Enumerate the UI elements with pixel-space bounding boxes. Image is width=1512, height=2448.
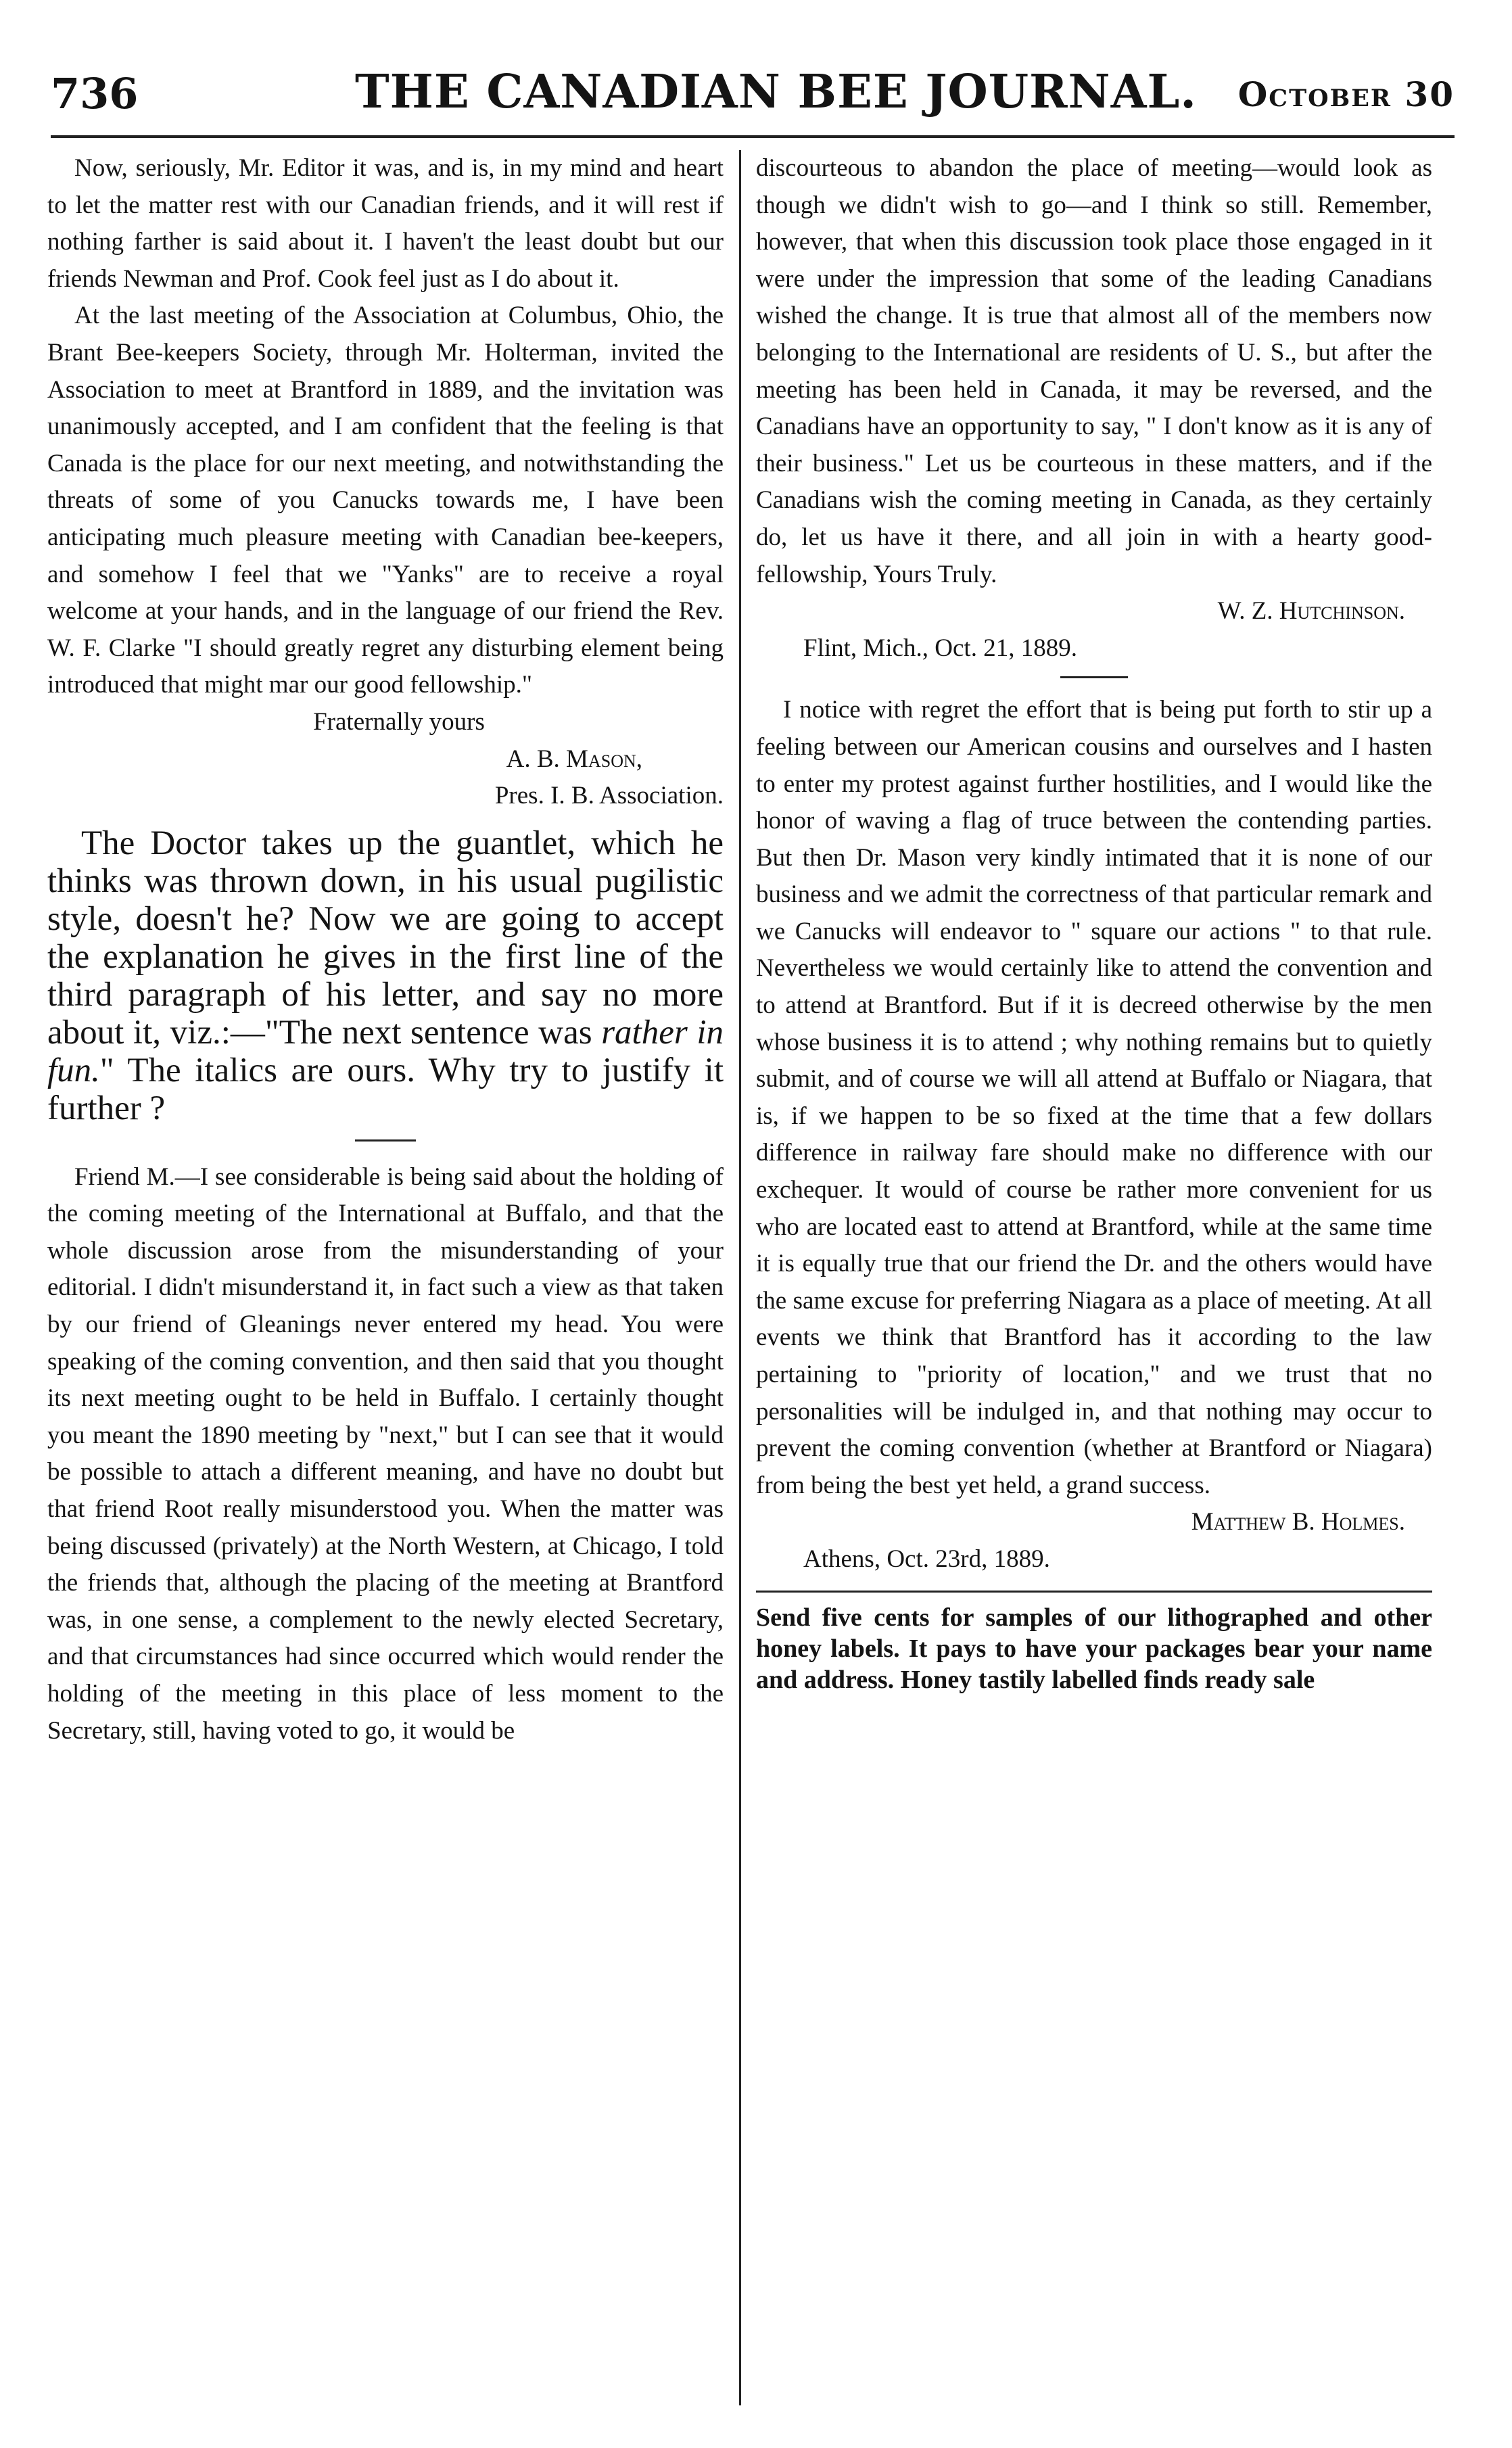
mason-letter-paragraph-2: At the last meeting of the Association at Columbus, Ohio, the Brant Bee-keepers Society, through Mr. Holterman, invited the Association to meet at Brantford in 1889, and the invitation was unanimously accepted, and I am confident that the feeling is that Canada is the place for our next meeting, and notwithstanding the threats of some of you Canucks towards me, I have been anticipating much pleasure meeting with Canadian bee-keepers, and somehow I feel that we "Yanks" are to receive a royal welcome at your hands, and in the language of our friend the Rev. W. F. Clarke "I should greatly regret any disturbing element being introduced that might mar our good fellowship." bbox=[47, 302, 724, 699]
signoff: Fraternally yours bbox=[313, 707, 485, 736]
hutchinson-letter-paragraph-1: Friend M.—I see considerable is being said about the holding of the coming meeting of the International at Buffalo, and that the whole discussion arose from the misunderstanding of your editorial. I didn't misunderstand it, in fact such a view as that taken by our friend of Gleanings never entered my head. You were speaking of the coming convention, and then said that you thought its next meeting ought to be held in Buffalo. I certainly thought you meant the 1890 meeting by "next," but I can see that it would be possible to attach a different meaning, and have no doubt but that friend Root really misunderstood you. When the matter was being discussed (privately) at the North Western, at Chicago, I told the friends that, although the placing of the meeting at Brantford was, in one sense, a complement to the newly elected Secretary, and that circumstances had since occurred which would render the holding of the meeting in this place of less moment to the Secretary, still, having voted to go, it would be bbox=[47, 1162, 724, 1745]
hutchinson-letter-continued: discourteous to abandon the place of meeting—would look as though we didn't wish to go—and I think so still. Remember, however, that when this discussion took place those engaged in it were under the impression that some of the leading Canadians wished the change. It is true that almost all of the members now belonging to the International are residents of U. S., but after the meeting has been held in Canada, it may be reversed, and the Canadians have an opportunity to say, " I don't know as it is any of their business." Let us be courteous in these matters, and if the Canadians wish the coming meeting in Canada, as they certainly do, let us have it there, and all join in with a hearty good-fellowship, Yours Truly. bbox=[756, 154, 1432, 588]
honey-labels-advertisement: Send five cents for samples of our lithographed and other honey labels. It pays to have your packages bear your name and address. Honey tastily labelled finds ready sale bbox=[756, 1603, 1432, 1694]
holmes-letter-paragraph: I notice with regret the effort that is being put forth to stir up a feeling between our American cousins and ourselves and I hasten to enter my protest against further hostilities, and I would like the honor of waving a flag of truce between the contending parties. But then Dr. Mason very kindly intimated that it is none of our business and we admit the correctness of that particular remark and we Canucks will endeavor to " square our actions " to that rule. Nevertheless we would certainly like to attend the convention and to attend at Brantford. But if it is decreed otherwise by the men whose business it is to attend ; why nothing remains but to quietly submit, and of course we will all attend at Buffalo or Niagara, that is, if we happen to be so fixed at the time that a few dollars difference in railway fare should make no difference with our exchequer. It would of course be rather more convenient for us who are located east to attend at Brantford, while at the same time it is equally true that our friend the Dr. and the others would have the same excuse for preferring Niagara as a place of meeting. At all events we think that Brantford has it according to the law pertaining to "priority of location," and we trust that no personalities will be indulged in, and that nothing may occur to prevent the coming convention (whether at Brantford or Niagara) from being the best yet held, a grand success. bbox=[756, 696, 1432, 1499]
byline-holmes: Matthew B. Holmes. bbox=[1191, 1508, 1405, 1536]
section-divider bbox=[1060, 676, 1128, 678]
editor-note bbox=[47, 824, 724, 1127]
dateline-athens: Athens, Oct. 23rd, 1889. bbox=[803, 1545, 1050, 1573]
right-column bbox=[756, 150, 1432, 2416]
editor-note-text: The Doctor takes up the guantlet, which he thinks was thrown down, in his usual pugilistic style, doesn't he? Now we are going to accept the explanation he gives in the first line of the third paragraph of his letter, and say no more about it, viz.:—"The next sentence was bbox=[47, 824, 724, 1052]
column-divider bbox=[739, 150, 741, 2405]
page-header bbox=[51, 60, 1455, 134]
journal-title: THE CANADIAN BEE JOURNAL. bbox=[355, 65, 1197, 119]
issue-date: October 30 bbox=[1237, 74, 1455, 114]
editor-note-text-end: " The italics are ours. Why try to justify it further ? bbox=[47, 1051, 724, 1127]
section-divider bbox=[355, 1139, 416, 1141]
editor-note-italic: rather in fun. bbox=[47, 1013, 724, 1089]
mason-letter-paragraph-1: Now, seriously, Mr. Editor it was, and is, in my mind and heart to let the matter rest with our Canadian friends, and it will rest if nothing farther is said about it. I haven't the least doubt but our friends Newman and Prof. Cook feel just as I do about it. bbox=[47, 154, 724, 293]
header-rule bbox=[51, 135, 1455, 138]
page-number: 736 bbox=[51, 69, 139, 118]
byline-hutchinson: W. Z. Hutchinson. bbox=[1217, 597, 1405, 626]
signature-name: A. B. Mason, bbox=[506, 745, 642, 773]
advertisement-rule bbox=[756, 1591, 1432, 1593]
left-column bbox=[47, 150, 724, 2416]
signature-title: Pres. I. B. Association. bbox=[494, 782, 724, 810]
dateline-flint: Flint, Mich., Oct. 21, 1889. bbox=[803, 634, 1077, 662]
